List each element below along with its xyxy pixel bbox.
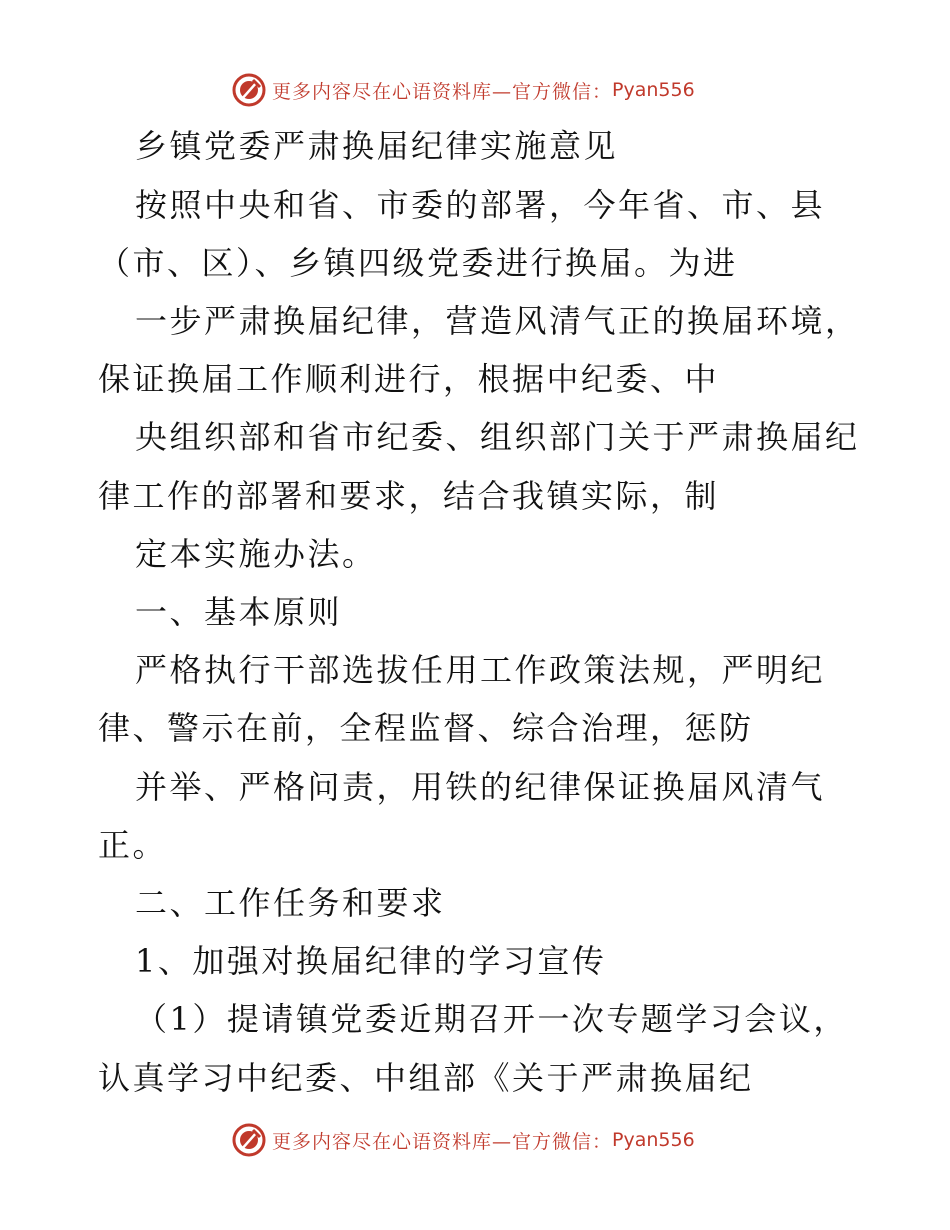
pen-logo-icon — [232, 1123, 266, 1157]
doc-line: 一步严肃换届纪律，营造风清气正的换届环境， — [135, 302, 860, 340]
watermark-wechat-id: Pyan556 — [612, 79, 695, 101]
doc-line: 律、警示在前，全程监督、综合治理，惩防 — [98, 709, 754, 747]
section-heading: 一、基本原则 — [135, 593, 343, 631]
watermark-text: 更多内容尽在心语资料库—官方微信： — [272, 1130, 613, 1153]
watermark-header — [232, 70, 695, 110]
doc-line: 按照中央和省、市委的部署，今年省、市、县 — [135, 186, 826, 224]
doc-line: （1）提请镇党委近期召开一次专题学习会议， — [135, 1000, 848, 1038]
doc-line: （市、区）、乡镇四级党委进行换届。为进 — [98, 244, 738, 282]
doc-line: 央组织部和省市纪委、组织部门关于严肃换届纪 — [135, 418, 860, 456]
watermark-wechat-id: Pyan556 — [612, 1129, 695, 1151]
doc-line: 定本实施办法。 — [135, 535, 377, 573]
doc-line: 并举、严格问责，用铁的纪律保证换届风清气 — [135, 768, 826, 806]
doc-line: 正。 — [98, 826, 168, 864]
subsection-heading: 1、加强对换届纪律的学习宣传 — [135, 942, 607, 980]
watermark-text: 更多内容尽在心语资料库—官方微信： — [272, 80, 613, 103]
doc-line: 律工作的部署和要求，结合我镇实际，制 — [98, 477, 720, 515]
doc-line: 保证换届工作顺利进行，根据中纪委、中 — [98, 360, 720, 398]
pen-logo-icon — [232, 73, 266, 107]
section-heading: 二、工作任务和要求 — [135, 884, 446, 922]
doc-line: 严格执行干部选拔任用工作政策法规，严明纪 — [135, 651, 826, 689]
watermark-footer — [232, 1120, 695, 1160]
doc-line: 认真学习中纪委、中组部《关于严肃换届纪 — [98, 1059, 754, 1097]
doc-title: 乡镇党委严肃换届纪律实施意见 — [135, 127, 619, 165]
